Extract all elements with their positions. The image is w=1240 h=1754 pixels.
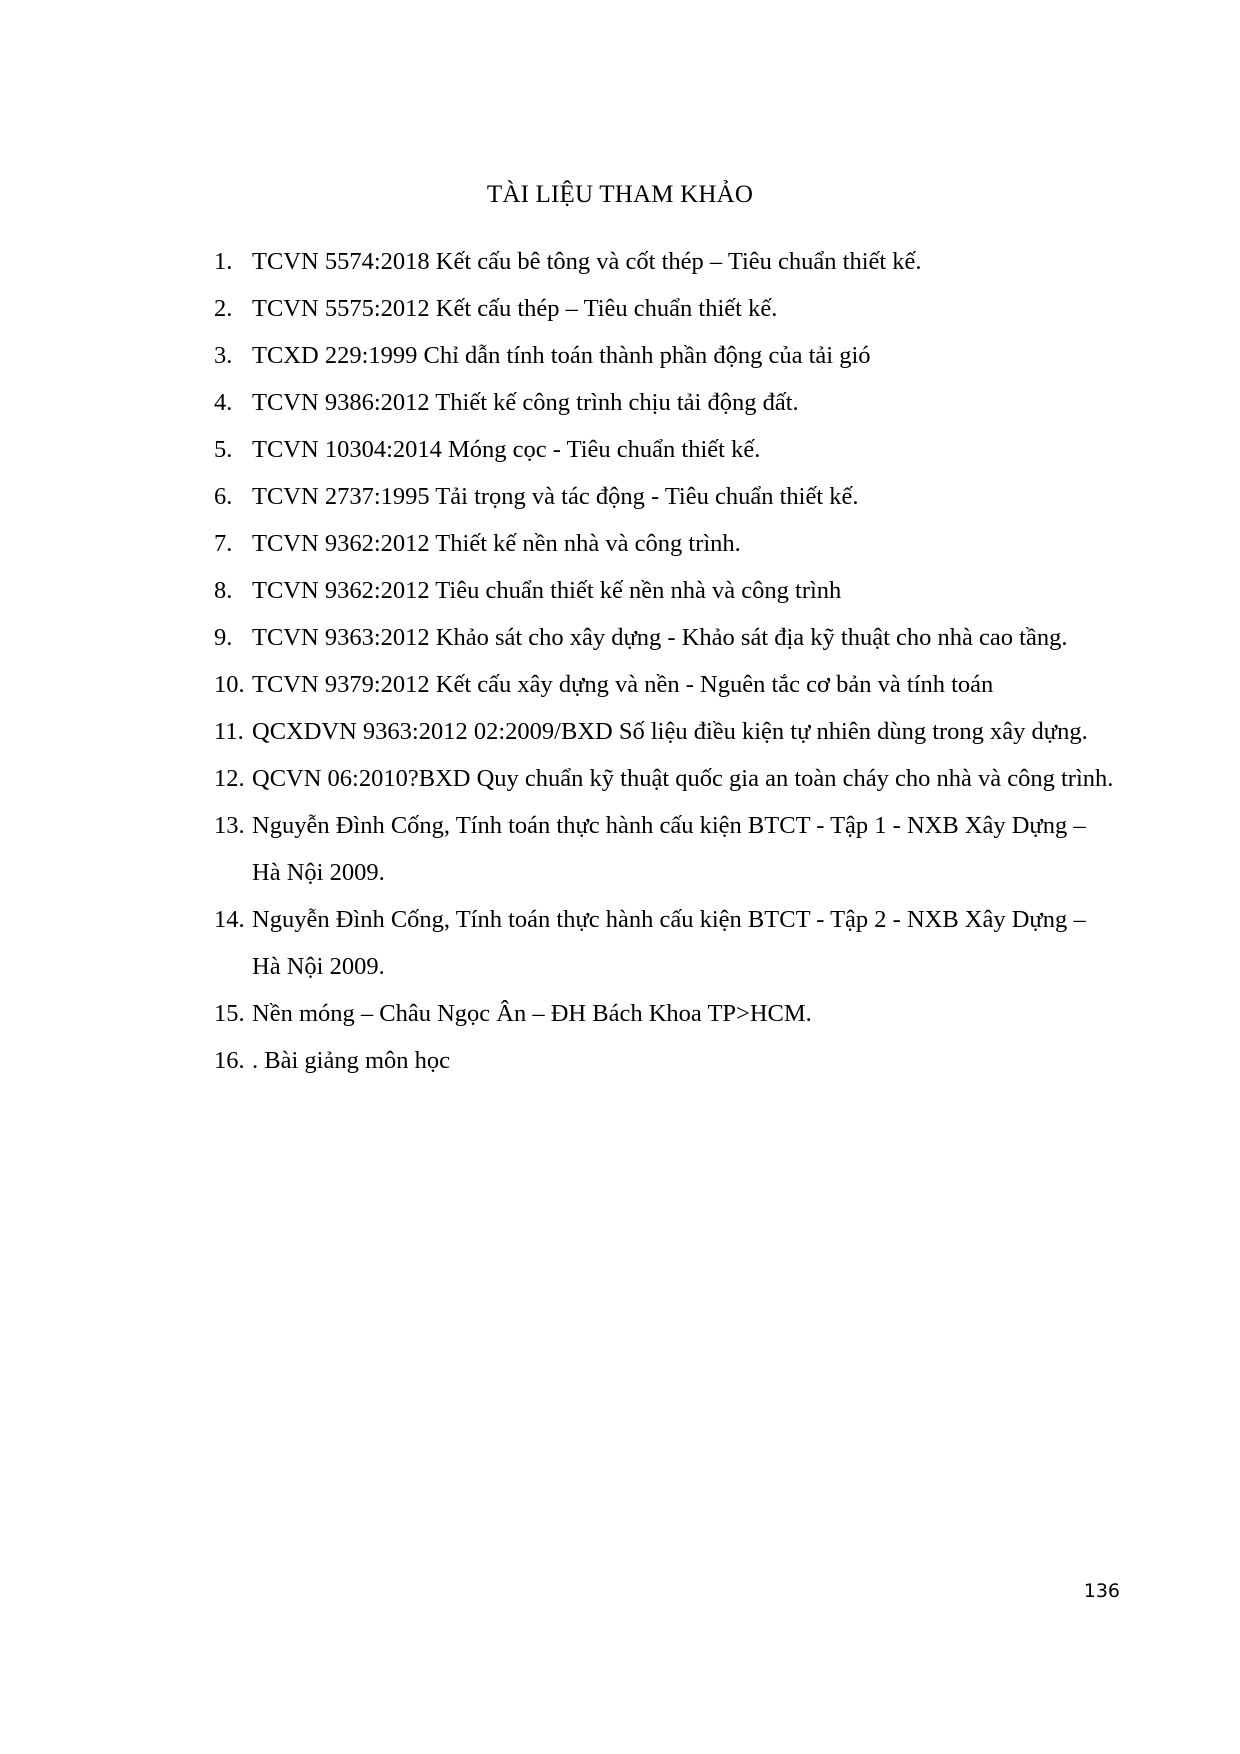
reference-text: Nguyễn Đình Cống, Tính toán thực hành cấu kiện BTCT - Tập 1 - NXB Xây Dựng – Hà Nội 2009. (252, 812, 1086, 886)
reference-number: 1. (214, 248, 233, 275)
reference-text: TCVN 9363:2012 Khảo sát cho xây dựng - Khảo sát địa kỹ thuật cho nhà cao tầng. (252, 624, 1068, 651)
reference-text: TCVN 9379:2012 Kết cấu xây dựng và nền - Nguên tắc cơ bản và tính toán (252, 671, 994, 698)
reference-text: TCVN 5574:2018 Kết cấu bê tông và cốt thép – Tiêu chuẩn thiết kế. (252, 248, 922, 275)
reference-item-2 (214, 285, 1114, 332)
reference-number: 7. (214, 530, 233, 557)
reference-item-16 (214, 1037, 1114, 1084)
reference-item-14 (214, 896, 1114, 990)
reference-item-5 (214, 426, 1114, 473)
reference-text: Nguyễn Đình Cống, Tính toán thực hành cấu kiện BTCT - Tập 2 - NXB Xây Dựng – Hà Nội 2009. (252, 906, 1086, 980)
reference-number: 3. (214, 342, 233, 369)
reference-text: QCVN 06:2010?BXD Quy chuẩn kỹ thuật quốc gia an toàn cháy cho nhà và công trình. (252, 765, 1114, 792)
reference-text: . Bài giảng môn học (252, 1047, 451, 1074)
reference-number: 14. (214, 906, 245, 933)
reference-list (214, 238, 1114, 1084)
reference-text: TCVN 9386:2012 Thiết kế công trình chịu tải động đất. (252, 389, 799, 416)
reference-item-3 (214, 332, 1114, 379)
reference-number: 10. (214, 671, 245, 698)
reference-number: 6. (214, 483, 233, 510)
reference-text: Nền móng – Châu Ngọc Ân – ĐH Bách Khoa TP>HCM. (252, 1000, 812, 1027)
page-title: TÀI LIỆU THAM KHẢO (486, 181, 754, 208)
reference-number: 12. (214, 765, 245, 792)
reference-item-9 (214, 614, 1114, 661)
page-number: 136 (1083, 1580, 1120, 1602)
reference-item-11 (214, 708, 1114, 755)
reference-number: 13. (214, 812, 245, 839)
reference-text: TCVN 5575:2012 Kết cấu thép – Tiêu chuẩn thiết kế. (252, 295, 778, 322)
reference-item-8 (214, 567, 1114, 614)
reference-item-13 (214, 802, 1114, 896)
reference-text: TCXD 229:1999 Chỉ dẫn tính toán thành phần động của tải gió (252, 342, 871, 369)
reference-number: 11. (214, 718, 244, 745)
reference-item-12 (214, 755, 1114, 802)
reference-item-10 (214, 661, 1114, 708)
reference-number: 4. (214, 389, 233, 416)
reference-text: TCVN 10304:2014 Móng cọc - Tiêu chuẩn thiết kế. (252, 436, 761, 463)
reference-text: QCXDVN 9363:2012 02:2009/BXD Số liệu điều kiện tự nhiên dùng trong xây dựng. (252, 718, 1088, 745)
reference-text: TCVN 9362:2012 Thiết kế nền nhà và công trình. (252, 530, 741, 557)
reference-item-7 (214, 520, 1114, 567)
reference-number: 5. (214, 436, 233, 463)
reference-number: 9. (214, 624, 233, 651)
reference-number: 16. (214, 1047, 245, 1074)
reference-item-4 (214, 379, 1114, 426)
reference-text: TCVN 9362:2012 Tiêu chuẩn thiết kế nền nhà và công trình (252, 577, 842, 604)
reference-item-1 (214, 238, 1114, 285)
reference-number: 2. (214, 295, 233, 322)
reference-item-15 (214, 990, 1114, 1037)
reference-item-6 (214, 473, 1114, 520)
reference-number: 8. (214, 577, 233, 604)
reference-text: TCVN 2737:1995 Tải trọng và tác động - Tiêu chuẩn thiết kế. (252, 483, 859, 510)
reference-number: 15. (214, 1000, 245, 1027)
